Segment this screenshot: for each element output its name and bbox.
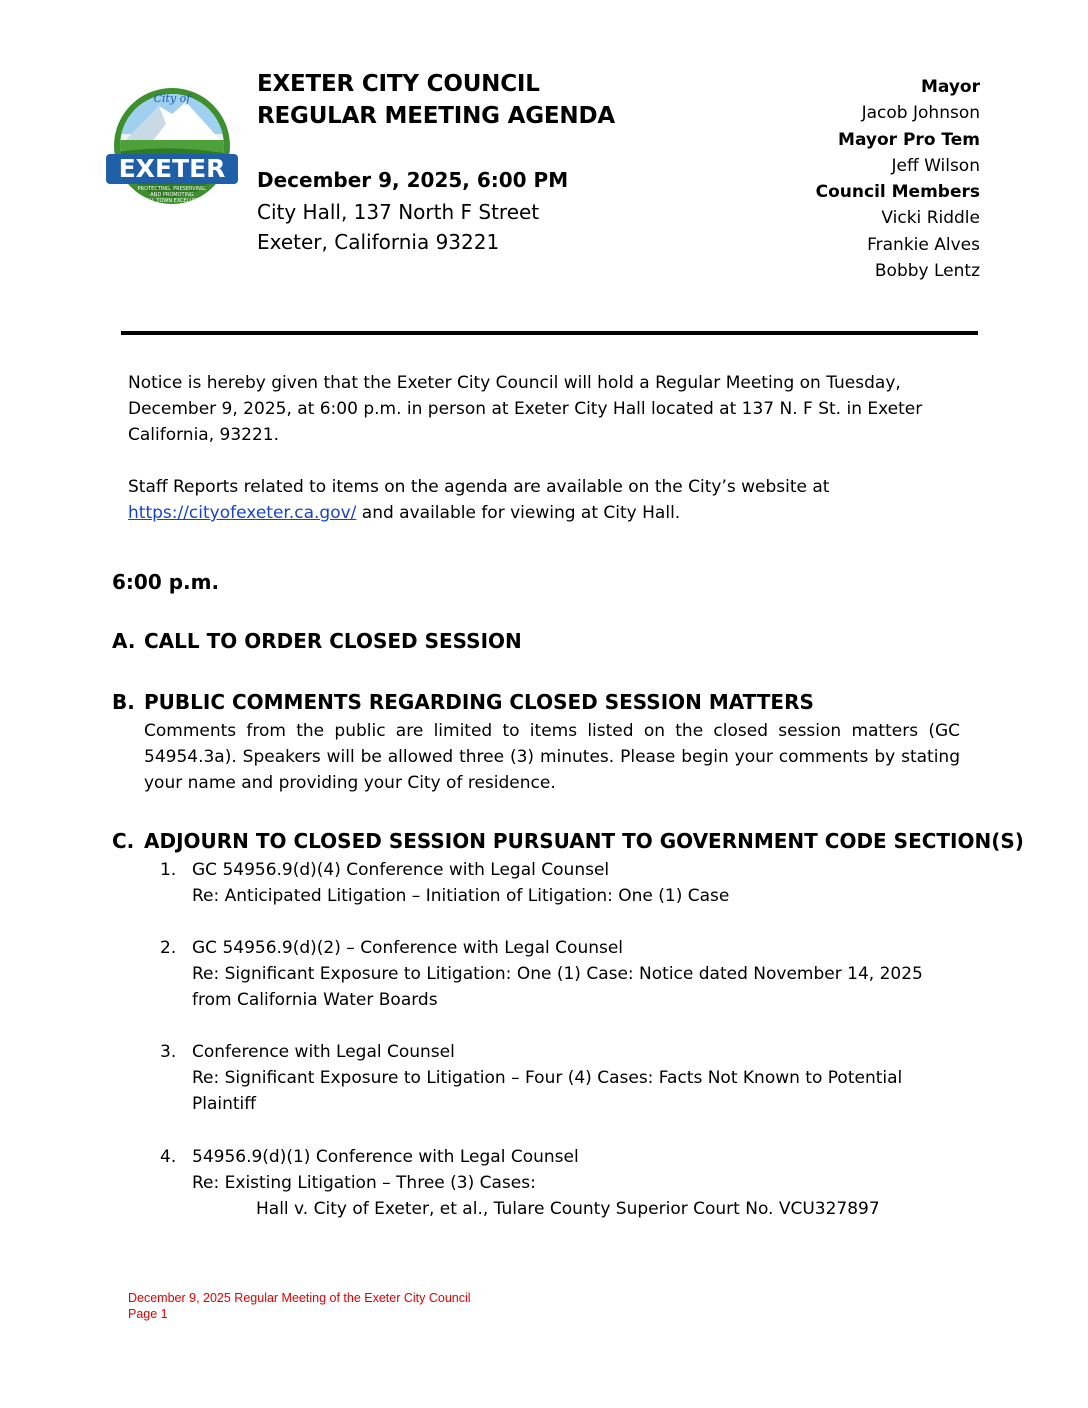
item-line: Re: Anticipated Litigation – Initiation of Litigation: One (1) Case <box>192 886 730 906</box>
notice-line: December 9, 2025, at 6:00 p.m. in person at Exeter City Hall located at 137 N. F St. in Exeter <box>128 399 923 419</box>
logo-top-text: City of <box>153 92 191 105</box>
logo-motto-3: SMALL TOWN EXCELLENCE <box>138 198 206 204</box>
item-line: GC 54956.9(d)(4) Conference with Legal Counsel <box>192 860 610 880</box>
section-b-body: Comments from the public are limited to items listed on the closed session matters (GC 54954.3a). Speakers will be allowed three (3) minutes. Please begin your comments by stating your name and providing your City of residence. <box>144 721 960 793</box>
members-label: Council Members <box>815 182 980 203</box>
page-number: Page 1 <box>128 1307 168 1321</box>
staff-reports-paragraph <box>128 474 948 526</box>
closed-session-item <box>160 1144 960 1222</box>
item-line: 54956.9(d)(1) Conference with Legal Counsel <box>192 1147 579 1167</box>
council-list <box>816 74 980 284</box>
staff-line-rest: and available for viewing at City Hall. <box>356 503 681 523</box>
page-footer <box>128 1290 471 1322</box>
meeting-address <box>257 197 539 257</box>
logo-motto-1: PROTECTING, PRESERVING, <box>137 186 207 192</box>
item-line: Plaintiff <box>192 1094 256 1114</box>
item-line: Conference with Legal Counsel <box>192 1042 455 1062</box>
section-letter: C. <box>112 829 135 853</box>
address-line-2: Exeter, California 93221 <box>257 230 500 254</box>
section-c-heading <box>112 829 1024 853</box>
section-letter: A. <box>112 629 136 653</box>
staff-line: Staff Reports related to items on the agenda are available on the City’s website at <box>128 477 830 497</box>
time-heading: 6:00 p.m. <box>112 570 220 594</box>
item-number: 2. <box>160 938 177 958</box>
section-b-heading <box>112 690 814 714</box>
item-line: GC 54956.9(d)(2) – Conference with Legal Counsel <box>192 938 624 958</box>
section-letter: B. <box>112 690 135 714</box>
city-website-link[interactable]: https://cityofexeter.ca.gov/ <box>128 503 357 523</box>
title-line-2: REGULAR MEETING AGENDA <box>257 103 615 129</box>
closed-session-item <box>160 935 960 1013</box>
section-title: CALL TO ORDER CLOSED SESSION <box>144 629 522 653</box>
mayor-name: Jacob Johnson <box>861 103 980 124</box>
staff-line <box>128 500 948 526</box>
mayor-label: Mayor <box>920 77 980 97</box>
notice-line: California, 93221. <box>128 425 280 445</box>
footer-line: December 9, 2025 Regular Meeting of the Exeter City Council <box>128 1291 471 1305</box>
city-logo <box>104 84 240 214</box>
member-name: Vicki Riddle <box>881 208 980 229</box>
case-line: Hall v. City of Exeter, et al., Tulare County Superior Court No. VCU327897 <box>256 1199 880 1219</box>
closed-session-item <box>160 857 960 909</box>
item-number: 3. <box>160 1042 177 1062</box>
item-number: 4. <box>160 1147 177 1167</box>
item-number: 1. <box>160 860 177 880</box>
item-line: Re: Existing Litigation – Three (3) Cases: <box>192 1173 536 1193</box>
item-line: from California Water Boards <box>192 990 438 1010</box>
header-divider <box>121 331 978 335</box>
notice-paragraph <box>128 370 948 448</box>
notice-line: Notice is hereby given that the Exeter City Council will hold a Regular Meeting on Tuesday, <box>128 373 901 393</box>
item-line: Re: Significant Exposure to Litigation: One (1) Case: Notice dated November 14, 2025 <box>192 964 923 984</box>
item-line: Re: Significant Exposure to Litigation – Four (4) Cases: Facts Not Known to Potential <box>192 1068 903 1088</box>
title-line-1: EXETER CITY COUNCIL <box>257 71 540 97</box>
member-name: Frankie Alves <box>867 234 980 255</box>
pro-tem-name: Jeff Wilson <box>891 155 980 176</box>
address-line-1: City Hall, 137 North F Street <box>257 200 540 224</box>
pro-tem-label: Mayor Pro Tem <box>838 129 980 150</box>
member-name: Bobby Lentz <box>874 261 980 282</box>
agenda-title <box>257 68 615 132</box>
logo-motto-2: AND PROMOTING <box>150 192 194 198</box>
meeting-date: December 9, 2025, 6:00 PM <box>257 168 569 192</box>
closed-session-item <box>160 1039 960 1117</box>
section-title: ADJOURN TO CLOSED SESSION PURSUANT TO GOVERNMENT CODE SECTION(S) <box>144 829 1024 853</box>
section-title: PUBLIC COMMENTS REGARDING CLOSED SESSION MATTERS <box>144 690 814 714</box>
logo-name: EXETER <box>118 154 226 183</box>
section-a-heading <box>112 629 522 653</box>
